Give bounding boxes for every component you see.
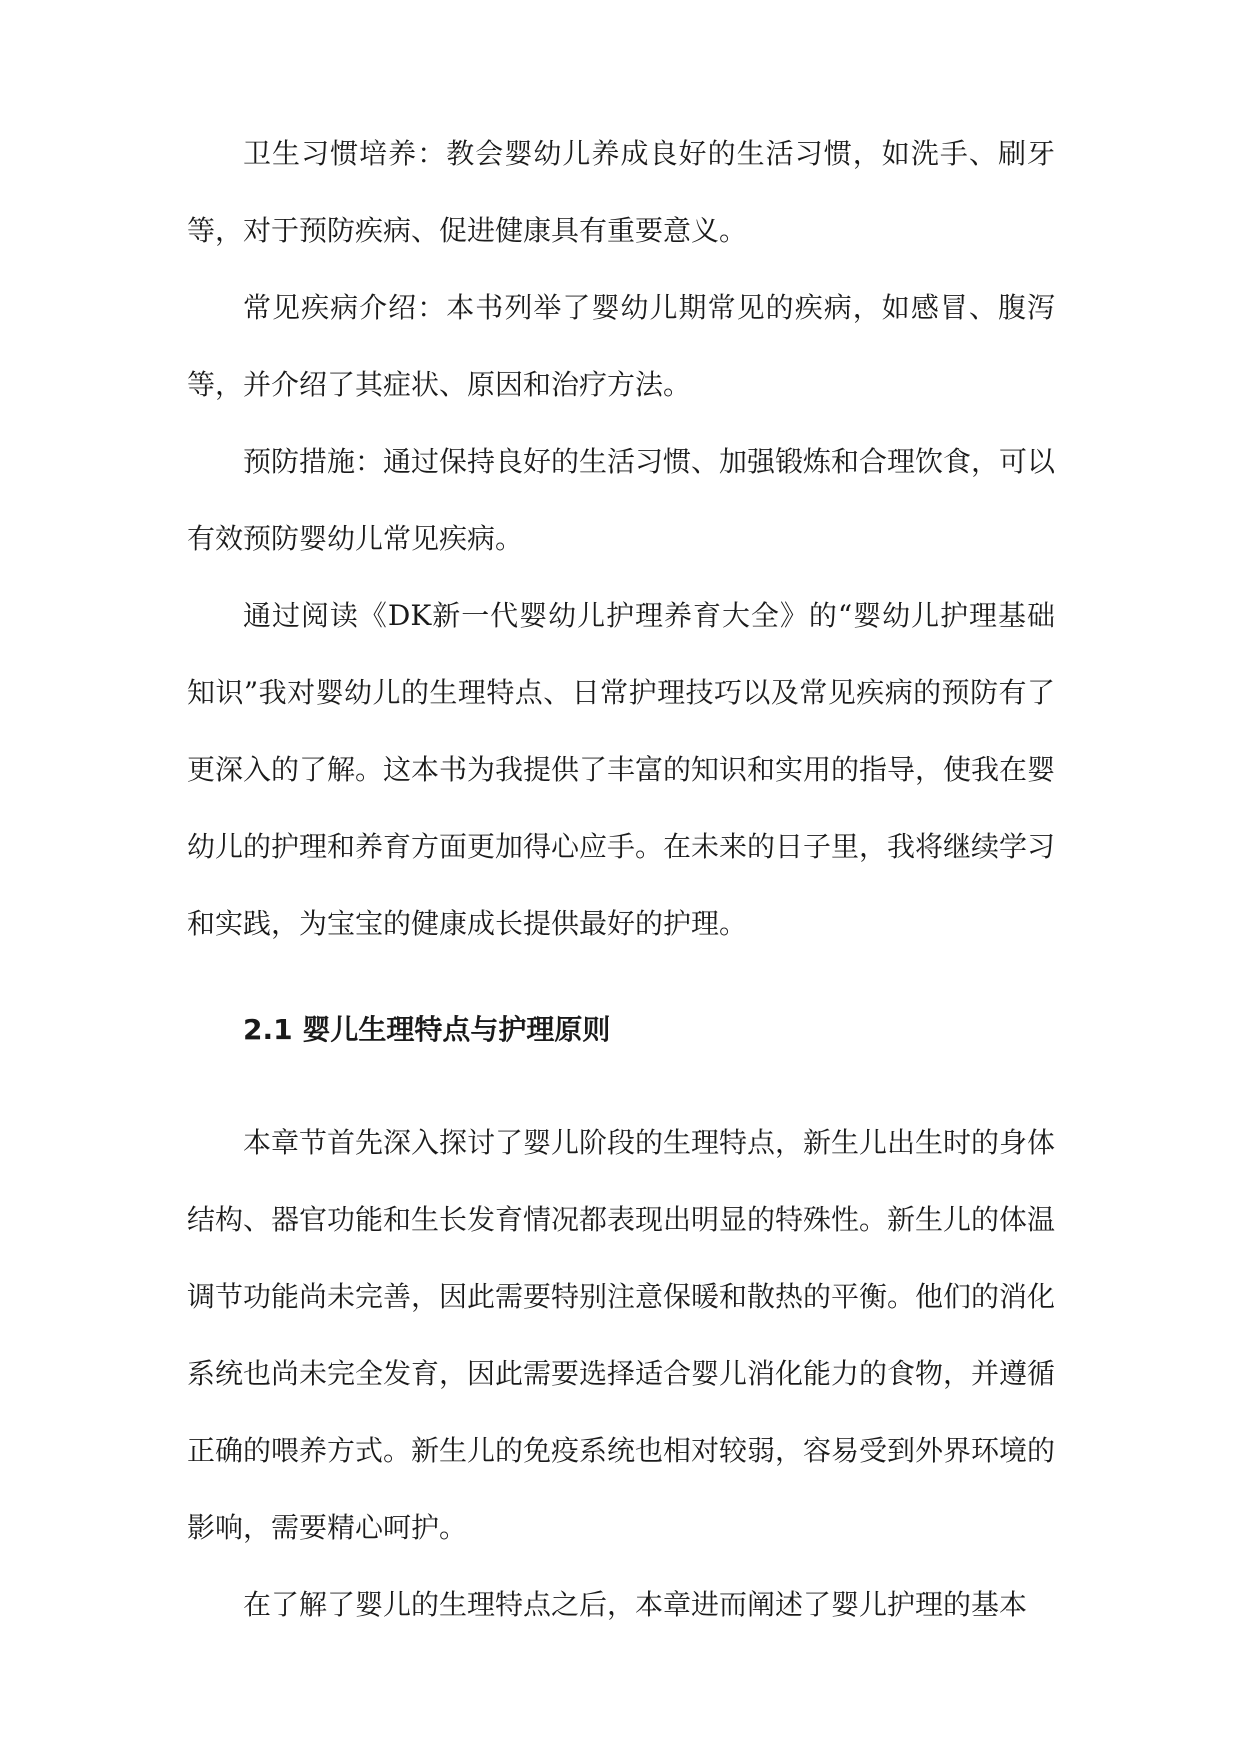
paragraph-physiology: 本章节首先深入探讨了婴儿阶段的生理特点，新生儿出生时的身体结构、器官功能和生长发育情况都表现出明显的特殊性。新生儿的体温调节功能尚未完善，因此需要特别注意保暖和散热的平衡。他们的消化系统也尚未完全发育，因此需要选择适合婴儿消化能力的食物，并遵循正确的喂养方式。新生儿的免疫系统也相对较弱，容易受到外界环境的影响，需要精心呵护。: [187, 1126, 1056, 1544]
paragraph-care-principles: 在了解了婴儿的生理特点之后，本章进而阐述了婴儿护理的基本: [243, 1588, 1028, 1621]
paragraph-common-diseases: 常见疾病介绍：本书列举了婴幼儿期常见的疾病，如感冒、腹泻等，并介绍了其症状、原因和治疗方法。: [187, 291, 1055, 401]
paragraph-prevention-measures: 预防措施：通过保持良好的生活习惯、加强锻炼和合理饮食，可以有效预防婴幼儿常见疾病。: [187, 445, 1056, 555]
section-heading: 2.1 婴儿生理特点与护理原则: [243, 1013, 611, 1046]
paragraph-hygiene-habits: 卫生习惯培养：教会婴幼儿养成良好的生活习惯，如洗手、刷牙等，对于预防疾病、促进健康具有重要意义。: [187, 137, 1055, 247]
paragraph-reading-summary: 通过阅读《DK新一代婴幼儿护理养育大全》的“婴幼儿护理基础知识”我对婴幼儿的生理特点、日常护理技巧以及常见疾病的预防有了更深入的了解。这本书为我提供了丰富的知识和实用的指导，使我在婴幼儿的护理和养育方面更加得心应手。在未来的日子里，我将继续学习和实践，为宝宝的健康成长提供最好的护理。: [187, 599, 1056, 940]
